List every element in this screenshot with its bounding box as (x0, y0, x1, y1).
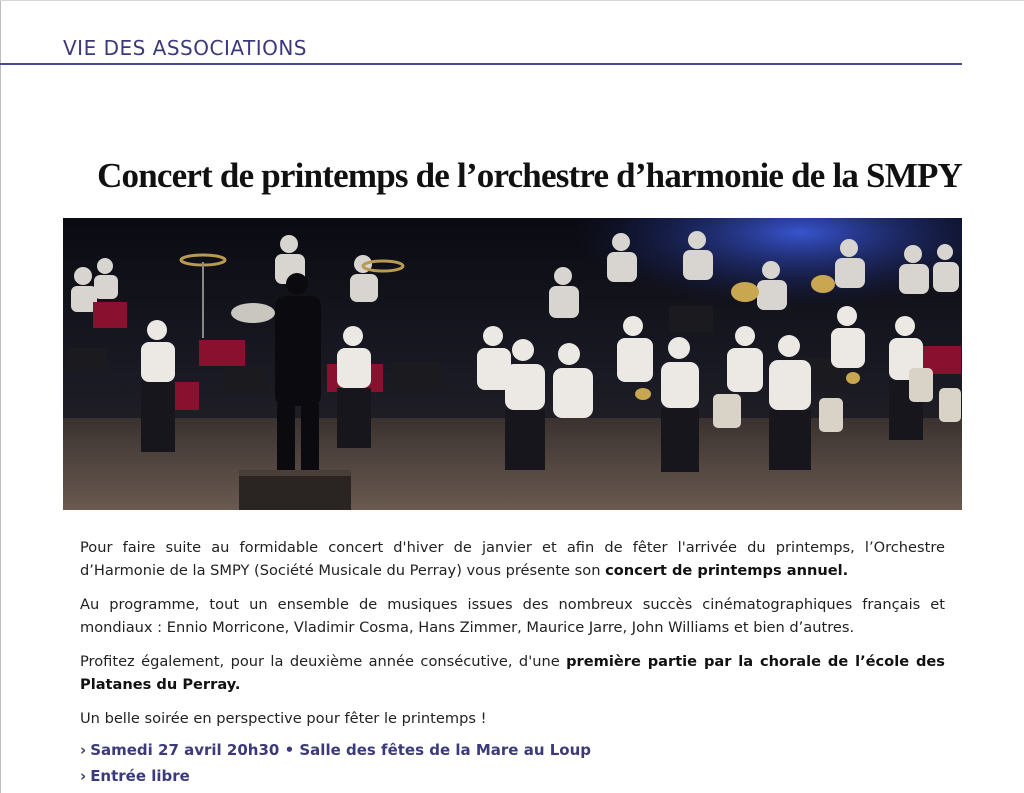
paragraph-first-part: Profitez également, pour la deuxième année consécutive, d'une première partie par la chorale de l’école des Platanes du Perray. (80, 653, 945, 693)
paragraph-intro: Pour faire suite au formidable concert d'hiver de janvier et afin de fêter l'arrivée du printemps, l’Orchestre d’Harmonie de la SMPY (Société Musicale du Perray) vous présente son concert de printemps annuel. (80, 539, 945, 579)
article-title: Concert de printemps de l’orchestre d’harmonie de la SMPY (97, 156, 962, 195)
section-divider (0, 63, 962, 65)
orchestra-illustration (63, 218, 962, 510)
page-top-edge (0, 0, 1024, 1)
chevron-right-icon: › (80, 767, 87, 785)
paragraph-closing: Un belle soirée en perspective pour fêter le printemps ! (80, 710, 487, 727)
page-left-edge (0, 0, 1, 793)
chevron-right-icon: › (80, 741, 87, 759)
paragraph-programme: Au programme, tout un ensemble de musiques issues des nombreux succès cinématographiques français et mondiaux : Ennio Morricone, Vladimir Cosma, Hans Zimmer, Maurice Jarre, John Williams et bien d’autres. (80, 596, 945, 636)
section-header: VIE DES ASSOCIATIONS (63, 36, 307, 60)
info-admission: › Entrée libre (80, 767, 190, 785)
orchestra-photo (63, 218, 962, 510)
article-body (80, 536, 945, 741)
info-date-venue: › Samedi 27 avril 20h30 • Salle des fêtes de la Mare au Loup (80, 741, 591, 759)
